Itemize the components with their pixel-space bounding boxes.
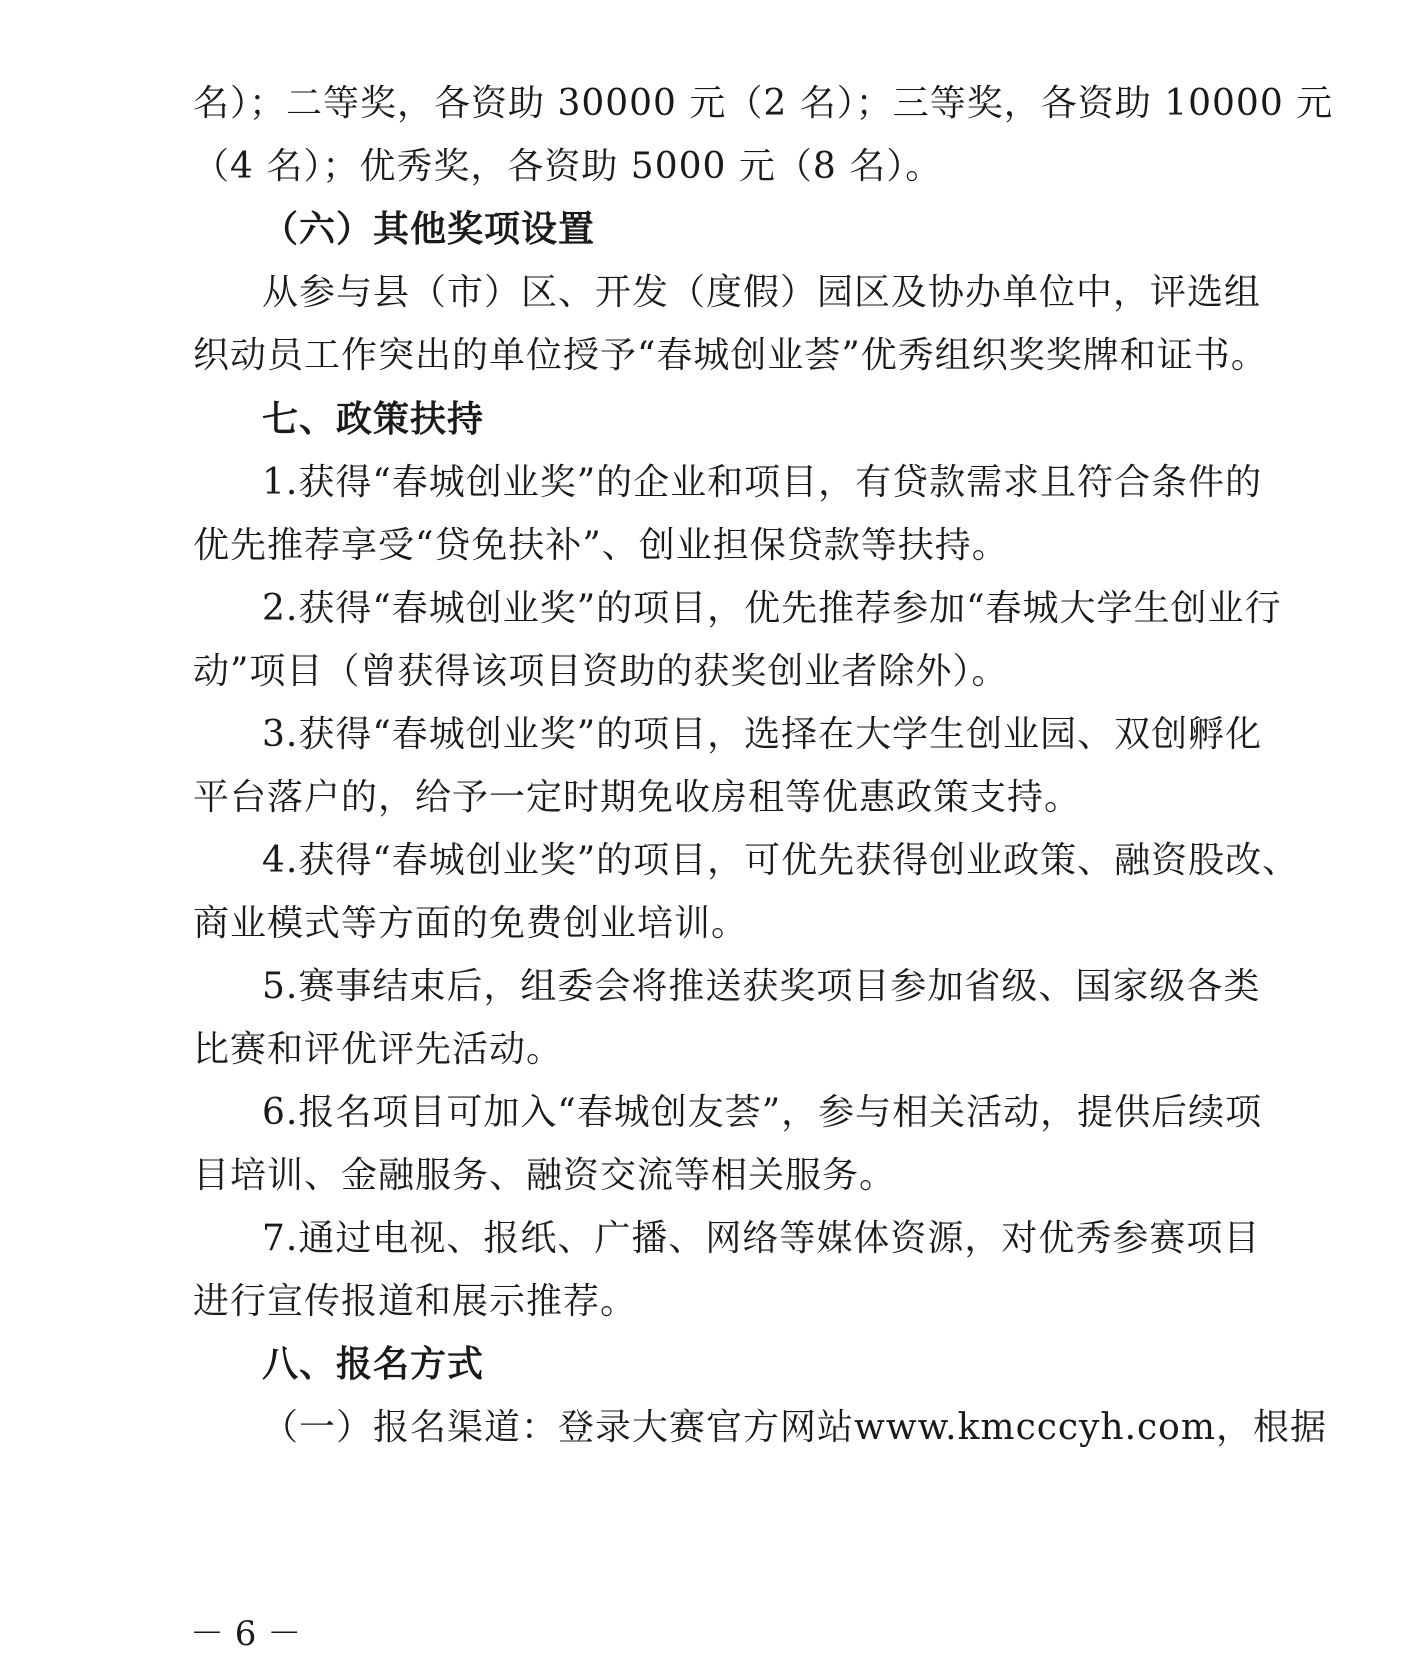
section-heading: 七、政策扶持	[262, 399, 485, 440]
paragraph-line: 动”项目（曾获得该项目资助的获奖创业者除外）。	[193, 651, 1009, 692]
paragraph-line: 名）；二等奖，各资助 30000 元（2 名）；三等奖，各资助 10000 元	[193, 83, 1334, 124]
paragraph-line: 商业模式等方面的免费创业培训。	[193, 903, 749, 944]
paragraph-line: 从参与县（市）区、开发（度假）园区及协办单位中，评选组	[262, 272, 1262, 313]
paragraph-line: 目培训、金融服务、融资交流等相关服务。	[193, 1155, 897, 1196]
paragraph-line: 2.获得“春城创业奖”的项目，优先推荐参加“春城大学生创业行	[262, 588, 1282, 629]
paragraph-line: 比赛和评优评先活动。	[193, 1029, 564, 1070]
paragraph-line: 1.获得“春城创业奖”的企业和项目，有贷款需求且符合条件的	[262, 462, 1263, 503]
paragraph-line: 优先推荐享受“贷免扶补”、创业担保贷款等扶持。	[193, 525, 1009, 566]
paragraph-line: 平台落户的，给予一定时期免收房租等优惠政策支持。	[193, 777, 1082, 818]
paragraph-line: 6.报名项目可加入“春城创友荟”，参与相关活动，提供后续项	[262, 1092, 1263, 1133]
paragraph-line: 5.赛事结束后，组委会将推送获奖项目参加省级、国家级各类	[262, 966, 1261, 1007]
paragraph-line: （4 名）；优秀奖，各资助 5000 元（8 名）。	[193, 146, 943, 187]
paragraph-line: （一）报名渠道：登录大赛官方网站www.kmcccyh.com，根据	[262, 1407, 1327, 1448]
paragraph-line: 进行宣传报道和展示推荐。	[193, 1281, 638, 1322]
page-number: － 6 －	[190, 1614, 302, 1654]
paragraph-line: 织动员工作突出的单位授予“春城创业荟”优秀组织奖奖牌和证书。	[193, 335, 1268, 376]
subsection-heading: （六）其他奖项设置	[262, 209, 596, 250]
paragraph-line: 4.获得“春城创业奖”的项目，可优先获得创业政策、融资股改、	[262, 840, 1300, 881]
paragraph-line: 3.获得“春城创业奖”的项目，选择在大学生创业园、双创孵化	[262, 714, 1263, 755]
section-heading: 八、报名方式	[262, 1344, 485, 1385]
paragraph-line: 7.通过电视、报纸、广播、网络等媒体资源，对优秀参赛项目	[262, 1218, 1261, 1259]
